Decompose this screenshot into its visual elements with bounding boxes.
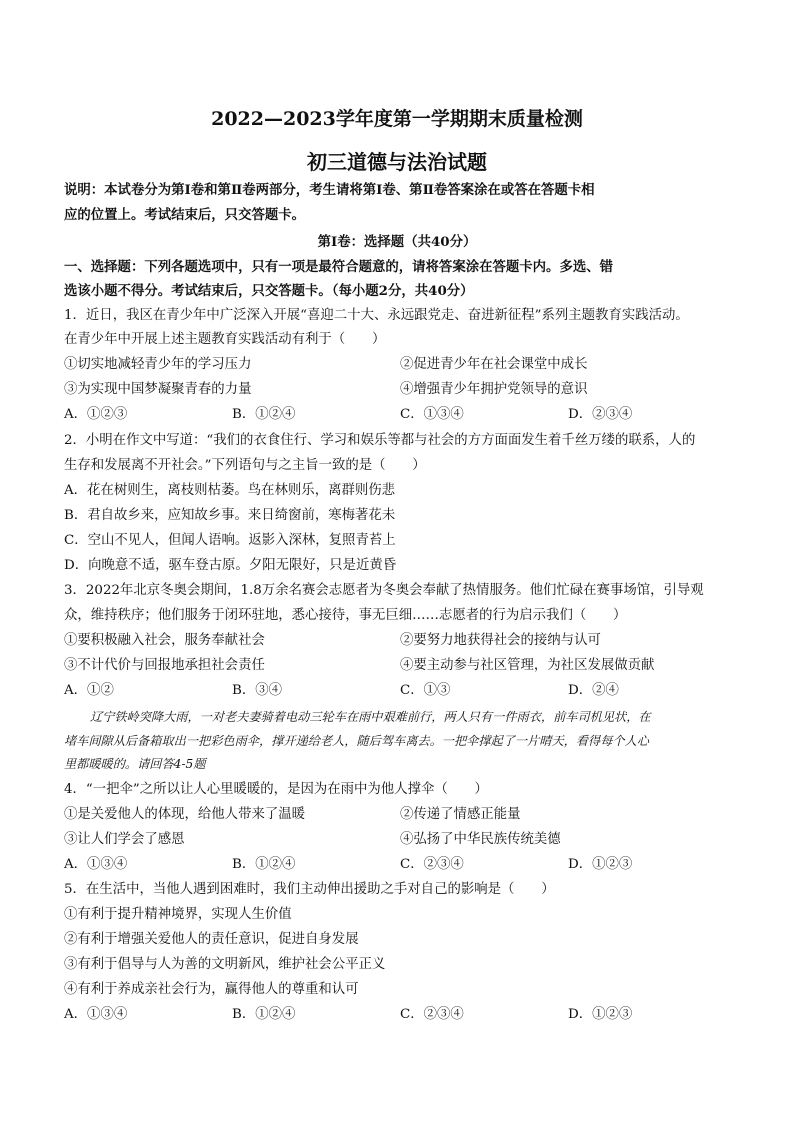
q2-stem-1: 2．小明在作文中写道：“我们的衣食住行、学习和娱乐等都与社会的方方面面发生着千丝万缕的联系，人的 (64, 433, 696, 448)
q5-option-c: C．②③④ (400, 1007, 464, 1022)
q4-statement-1: ①是关爱他人的体现，给他人带来了温暖 (64, 807, 306, 822)
q1-option-b: B．①②④ (232, 407, 296, 422)
q3-option-a: A．①② (64, 683, 114, 698)
q4-stem: 4．“一把伞”之所以让人心里暖暖的，是因为在雨中为他人撑伞（ ） (64, 782, 488, 797)
q5-option-a: A．①③④ (64, 1007, 128, 1022)
q5-statement-4: ④有利于养成亲社会行为，赢得他人的尊重和认可 (64, 982, 359, 997)
q1-stem-1: 1．近日，我区在青少年中广泛深入开展“喜迎二十大、永远跟党走、奋进新征程”系列主题教育实践活动。 (64, 308, 689, 323)
q5-statement-1: ①有利于提升精神境界，实现人生价值 (64, 907, 292, 922)
q4-option-b: B．①②④ (232, 857, 296, 872)
q5-option-b: B．①②④ (232, 1007, 296, 1022)
q1-stem-2: 在青少年中开展上述主题教育实践活动有利于（ ） (64, 332, 386, 347)
q3-option-d: D．②④ (568, 683, 619, 698)
instructions-line-1: 说明：本试卷分为第Ⅰ卷和第Ⅱ卷两部分，考生请将第Ⅰ卷、第Ⅱ卷答案涂在或答在答题卡相 (64, 182, 595, 198)
q4-statement-3: ③让人们学会了感恩 (64, 832, 185, 847)
q3-statement-3: ③不计代价与回报地承担社会责任 (64, 658, 265, 673)
q1-option-d: D．②③④ (568, 407, 633, 422)
q1-statement-1: ①切实地减轻青少年的学习压力 (64, 357, 252, 372)
q1-statement-4: ④增强青少年拥护党领导的意识 (400, 382, 588, 397)
section-intro-1: 一、选择题：下列各题选项中，只有一项是最符合题意的，请将答案涂在答题卡内。多选、错 (64, 259, 614, 275)
q4-option-c: C．②③④ (400, 857, 464, 872)
material-line-3: 里都暖暖的。请回答4-5题 (64, 757, 206, 771)
q5-statement-3: ③有利于倡导与人为善的文明新风，维护社会公平正义 (64, 957, 386, 972)
q5-stem: 5．在生活中，当他人遇到困难时，我们主动伸出援助之手对自己的影响是（ ） (64, 882, 555, 897)
exam-title: 2022—2023学年度第一学期期末质量检测 (211, 108, 583, 130)
material-line-2: 堵车间隙从后备箱取出一把彩色雨伞，撑开递给老人，随后驾车离去。一把伞撑起了一片晴天，看得每个人心 (64, 734, 649, 748)
instructions-line-2: 应的位置上。考试结束后，只交答题卡。 (64, 207, 306, 223)
q3-option-c: C．①③ (400, 683, 451, 698)
q2-option-d: D．向晚意不适，驱车登古原。夕阳无限好，只是近黄昏 (64, 558, 397, 573)
q2-option-b: B．君自故乡来，应知故乡事。来日绮窗前，寒梅著花未 (64, 508, 396, 523)
q5-option-d: D．①②③ (568, 1007, 633, 1022)
q1-statement-3: ③为实现中国梦凝聚青春的力量 (64, 382, 252, 397)
q3-statement-2: ②要努力地获得社会的接纳与认可 (400, 633, 601, 648)
q2-option-c: C．空山不见人，但闻人语响。返影入深林，复照青苔上 (64, 533, 396, 548)
q3-stem-1: 3．2022年北京冬奥会期间，1.8万余名赛会志愿者为冬奥会奉献了热情服务。他们忙碌在赛事场馆，引导观 (64, 583, 704, 598)
q1-option-c: C．①③④ (400, 407, 464, 422)
q4-option-d: D．①②③ (568, 857, 633, 872)
material-line-1: 辽宁铁岭突降大雨，一对老夫妻骑着电动三轮车在雨中艰难前行，两人只有一件雨衣，前车司机见状，在 (90, 710, 651, 724)
q4-option-a: A．①③④ (64, 857, 128, 872)
q4-statement-4: ④弘扬了中华民族传统美德 (400, 832, 561, 847)
q2-stem-2: 生存和发展离不开社会。”下列语句与之主旨一致的是（ ） (64, 458, 426, 473)
q1-option-a: A．①②③ (64, 407, 128, 422)
q3-statement-4: ④要主动参与社区管理，为社区发展做贡献 (400, 658, 655, 673)
q3-option-b: B．③④ (232, 683, 283, 698)
q3-stem-2: 众，维持秩序；他们服务于闭环驻地，悉心接待，事无巨细……志愿者的行为启示我们（ ） (64, 608, 627, 623)
q5-statement-2: ②有利于增强关爱他人的责任意识，促进自身发展 (64, 932, 359, 947)
q3-statement-1: ①要积极融入社会，服务奉献社会 (64, 633, 265, 648)
q4-statement-2: ②传递了情感正能量 (400, 807, 521, 822)
q2-option-a: A．花在树则生，离枝则枯萎。鸟在林则乐，离群则伤悲 (64, 483, 396, 498)
section-intro-2: 选该小题不得分。考试结束后，只交答题卡。（每小题2分，共40分） (64, 283, 474, 299)
q1-statement-2: ②促进青少年在社会课堂中成长 (400, 357, 588, 372)
exam-subtitle: 初三道德与法治试题 (307, 150, 487, 174)
section-heading: 第Ⅰ卷：选择题（共40分） (317, 234, 477, 250)
